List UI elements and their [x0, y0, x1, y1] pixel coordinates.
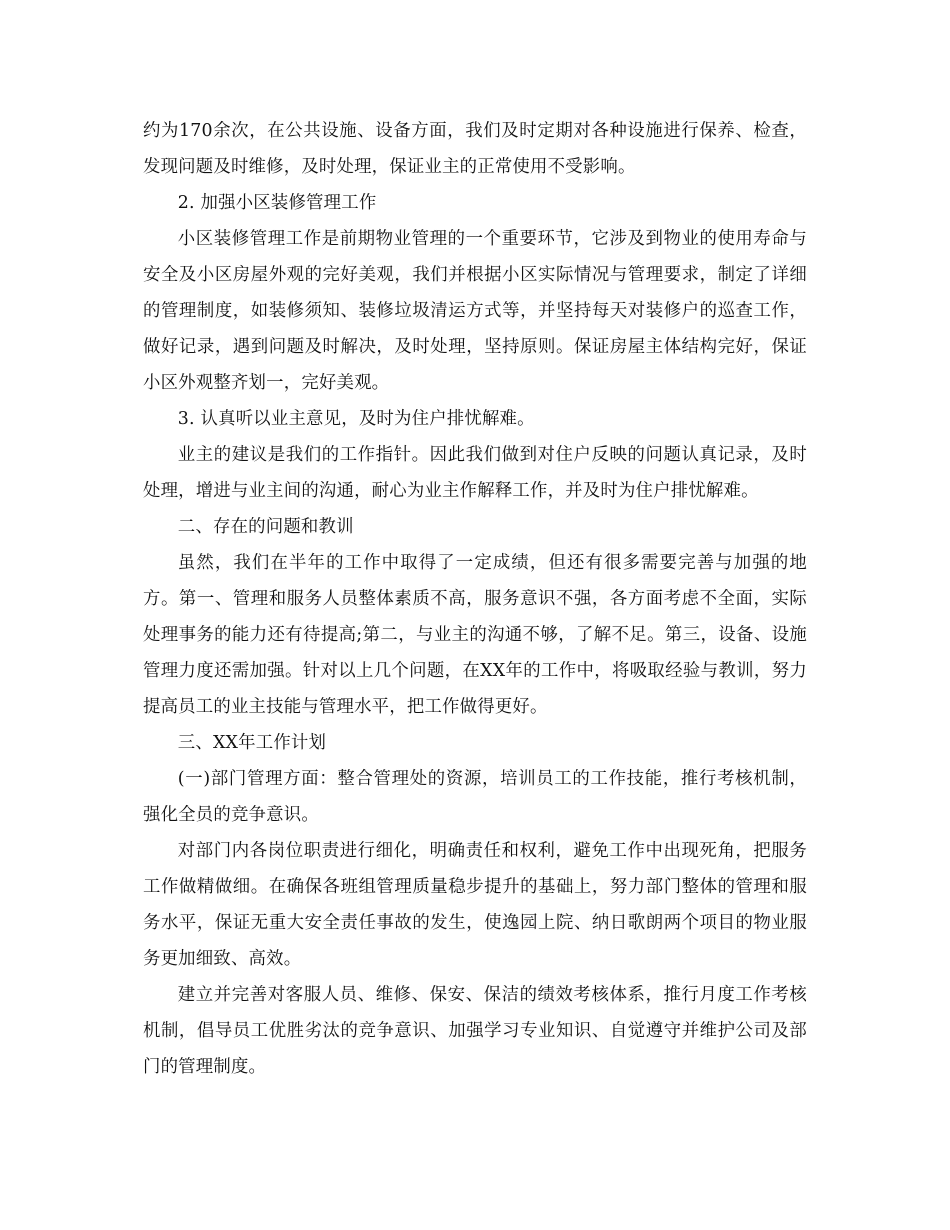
section-heading-work-plan: 三、XX年工作计划 — [177, 733, 327, 753]
paragraph-department-management: (一)部门管理方面：整合管理处的资源，培训员工的工作技能，推行考核机制，强化全员的竞争意识。 — [143, 769, 807, 825]
section-heading-renovation: 2. 加强小区装修管理工作 — [177, 193, 377, 213]
paragraph-renovation: 小区装修管理工作是前期物业管理的一个重要环节，它涉及到物业的使用寿命与安全及小区房屋外观的完好美观，我们并根据小区实际情况与管理要求，制定了详细的管理制度，如装修须知、装修垃圾清运方式等，并坚持每天对装修户的巡查工作，做好记录，遇到问题及时解决，及时处理，坚持原则。保证房屋主体结构完好，保证小区外观整齐划一，完好美观。 — [143, 229, 807, 393]
section-heading-owner-feedback: 3. 认真听以业主意见，及时为住户排忧解难。 — [177, 409, 535, 429]
paragraph-owner-feedback: 业主的建议是我们的工作指针。因此我们做到对住户反映的问题认真记录，及时处理，增进与业主间的沟通，耐心为业主作解释工作，并及时为住户排忧解难。 — [143, 445, 807, 501]
document-body — [143, 113, 807, 1085]
paragraph-continuation: 约为170余次，在公共设施、设备方面，我们及时定期对各种设施进行保养、检查，发现问题及时维修，及时处理，保证业主的正常使用不受影响。 — [143, 121, 807, 177]
paragraph-responsibilities: 对部门内各岗位职责进行细化，明确责任和权利，避免工作中出现死角，把服务工作做精做细。在确保各班组管理质量稳步提升的基础上，努力部门整体的管理和服务水平，保证无重大安全责任事故的发生，使逸园上院、纳日歌朗两个项目的物业服务更加细致、高效。 — [143, 841, 807, 969]
paragraph-problems: 虽然，我们在半年的工作中取得了一定成绩，但还有很多需要完善与加强的地方。第一、管理和服务人员整体素质不高，服务意识不强，各方面考虑不全面，实际处理事务的能力还有待提高;第二，与业主的沟通不够，了解不足。第三，设备、设施管理力度还需加强。针对以上几个问题，在XX年的工作中，将吸取经验与教训，努力提高员工的业主技能与管理水平，把工作做得更好。 — [143, 553, 807, 717]
section-heading-problems: 二、存在的问题和教训 — [177, 517, 354, 537]
paragraph-performance-review: 建立并完善对客服人员、维修、保安、保洁的绩效考核体系，推行月度工作考核机制，倡导员工优胜劣汰的竞争意识、加强学习专业知识、自觉遵守并维护公司及部门的管理制度。 — [143, 985, 807, 1077]
